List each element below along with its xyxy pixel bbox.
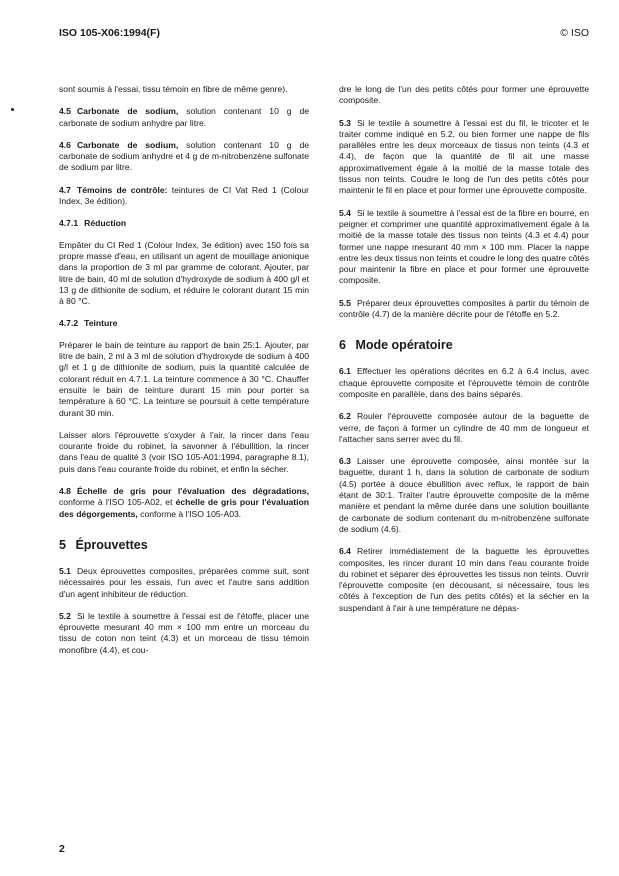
section-4-8: 4.8 Échelle de gris pour l'évaluation des dégradations, conforme à l'ISO 105-A02, et échelle de gris pour l'évaluation des dégorgements, conforme à l'ISO 105-A03. [59, 486, 310, 519]
section-6-1: 6.1 Effectuer les opérations décrites en 6.2 à 6.4 inclus, avec chaque éprouvette composite et l'éprouvette témoin de contrôle composite en parallèle, dans des bains séparés. [339, 366, 589, 399]
section-4-6: 4.6 Carbonate de sodium, solution contenant 10 g de carbonate de sodium anhydre et 4 g de m-nitrobenzène sulfonate de sodium par litre. [59, 139, 310, 173]
section-4-7-1-text: Empâter du CI Red 1 (Colour Index, 3e édition) avec 150 fois sa propre masse d'eau, en utilisant un agent de mouillage anionique dans la proportion de 3 ml par gramme de colorant. Ajouter, par litre de bain, 40 ml de solution d'hydroxyde de sodium à 400 g/l et 13 g de dithionite de sodium, et réduire le colorant durant 15 min à 80 °C. [59, 239, 309, 307]
section-5-5: 5.5 Préparer deux éprouvettes composites à partir du témoin de contrôle (4.7) de la manière décrite pour de l'étoffe en 5.2. [339, 297, 589, 320]
intro-paragraph: sont soumis à l'essai, tissu témoin en fibre de même genre). [59, 84, 288, 94]
section-5-4: 5.4 Si le textile à soumettre à l'essai est de la fibre en bourre, en peigner et comprimer une quantité approximativement égale à la moitié de la masse totale des tissus non teints (4.3 et 4.4) pour former une nappe mesurant 40 mm × 100 mm. Placer la nappe entre les deux tissus non teints et coudre le long des quatre côtés pour maintenir la fibre en place et pour former une éprouvette composite. [339, 207, 589, 286]
section-5-heading: 5 Éprouvettes [59, 537, 148, 552]
section-4-7-2-text-1: Préparer le bain de teinture au rapport de bain 25:1. Ajouter, par litre de bain, 2 ml à 3 ml de solution d'hydroxyde de sodium à 400 g/l et 1 g de dithionite de sodium, puis la quantité calculée de colorant réduit en 4.7.1. La teinture commence à 30 °C. Chauffer ensuite le bain de teinture durant 15 min pour porter sa température à 60 °C. La teinture se poursuit à cette température durant 30 min. [59, 339, 309, 418]
section-4-5: 4.5 Carbonate de sodium, solution contenant 10 g de carbonate de sodium anhydre par litre. [59, 106, 310, 128]
page-number: 2 [59, 843, 65, 855]
section-5-3: 5.3 Si le textile à soumettre à l'essai est du fil, le tricoter et le traiter comme indiqué en 5.2, ou bien former une nappe de fils parallèles entre les deux morceaux de tissus non teints (4.3 et 4.4), de façon que la quantité de fil ait une masse approximativement égale à la moitié de la masse totale des tissus non teints. Coudre le long de l'un des petits côtés pour maintenir le fil en place et pour former une éprouvette composite. [339, 117, 589, 196]
section-6-heading: 6 Mode opératoire [339, 338, 453, 353]
document-code: ISO 105-X06:1994(F) [59, 27, 160, 39]
section-4-7-2-heading: 4.7.2 Teinture [59, 318, 118, 329]
section-4-7-2-text-2: Laisser alors l'éprouvette s'oxyder à l'air, la rincer dans l'eau courante froide du robinet, la savonner à l'ébullition, la rincer dans l'eau de qualité 3 (voir ISO 105-A01:1994, paragraphe 8.1), puis dans l'eau courante froide du robinet, et enfin la sécher. [59, 429, 309, 474]
continued-paragraph: dre le long de l'un des petits côtés pour former une éprouvette composite. [339, 84, 589, 106]
section-5-2: 5.2 Si le textile à soumettre à l'essai est de l'étoffe, placer une éprouvette mesurant 40 mm × 100 mm entre un morceau du tissu de coton non teint (4.3) et un morceau de tissu témoin monofibre (4.4), et cou- [59, 610, 309, 655]
left-column [59, 84, 309, 667]
section-6-2: 6.2 Rouler l'éprouvette composée autour de la baguette de verre, de façon à former un cylindre de 40 mm de longueur et l'attacher sans serrer avec du fil. [339, 411, 589, 444]
section-4-7: 4.7 Témoins de contrôle: teintures de CI Vat Red 1 (Colour Index, 3e édition). [59, 184, 309, 207]
section-6-4: 6.4 Retirer immédiatement de la baguette les éprouvettes composites, les rincer durant 10 min dans l'eau courante froide du robinet et séparer des éprouvettes les tissus non teints. Ouvrir l'éprouvette composite (en décousant, si nécessaire, tous les côtés à l'exception de l'un des petits côtés) et la sécher en la suspendant à l'air à une température ne dépas- [339, 546, 589, 613]
section-6-3: 6.3 Laisser une éprouvette composée, ainsi montée sur la baguette, durant 1 h, dans la solution de carbonate de sodium (4.5) portée à douce ébullition avec reflux, le rapport de bain étant de 30:1. Traiter l'autre éprouvette composite de la même manière et pendant la même durée dans une solution bouillante de carbonate de sodium contenant du m-nitrobenzène sulfonate de sodium (4.6). [339, 456, 589, 534]
right-column [339, 84, 589, 625]
margin-mark [11, 108, 14, 111]
section-4-7-1-heading: 4.7.1 Réduction [59, 218, 127, 229]
section-5-1: 5.1 Deux éprouvettes composites, préparées comme suit, sont nécessaires pour les essais, l'un avec et l'autre sans addition d'un agent inhibiteur de réduction. [59, 565, 309, 599]
copyright-mark: © ISO [560, 27, 589, 39]
